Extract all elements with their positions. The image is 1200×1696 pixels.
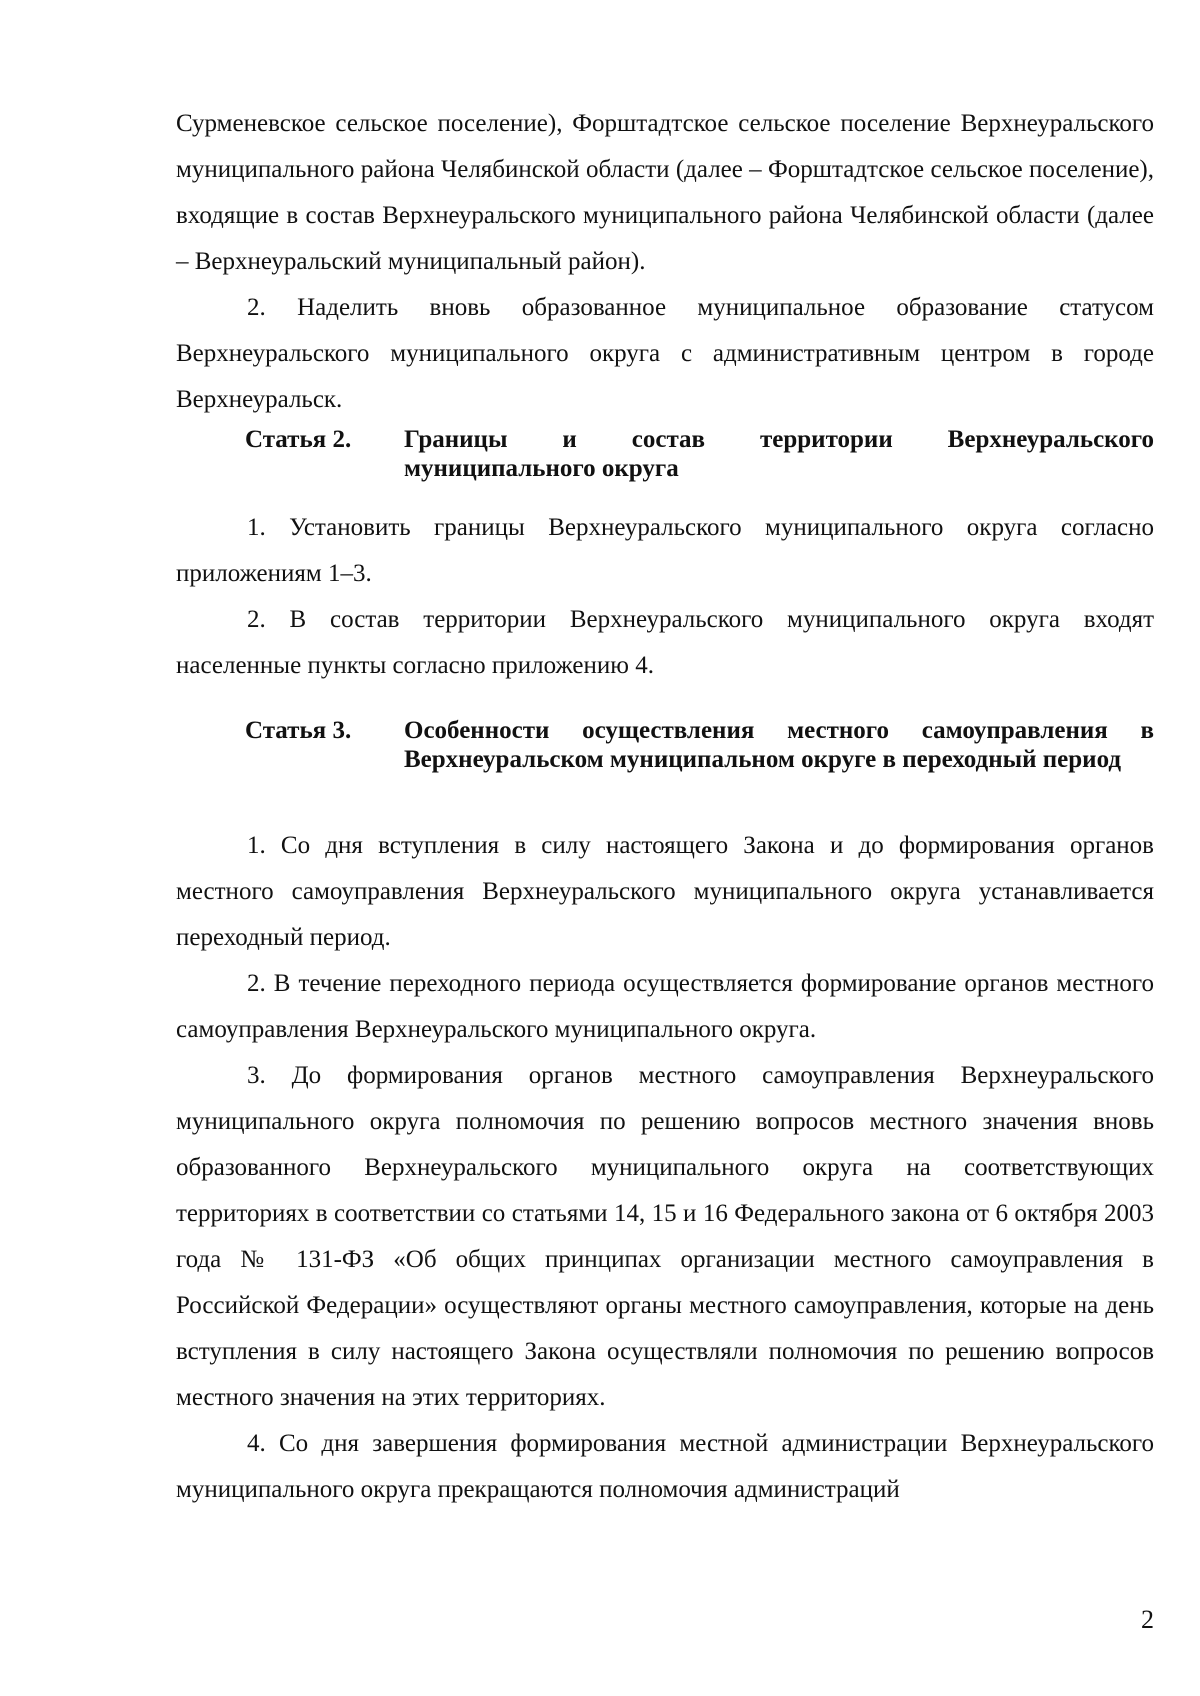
article-2-item-1: 1. Установить границы Верхнеуральского муниципального округа согласно приложениям 1–3.	[176, 514, 1154, 587]
article-2-label: Статья 2.	[245, 426, 352, 453]
article-3-heading	[245, 716, 1154, 774]
article-3-label: Статья 3.	[245, 717, 352, 744]
article-3-title: Особенности осуществления местного самоуправления в Верхнеуральском муниципальном округе в переходный период	[404, 717, 1154, 773]
article-3-body	[176, 823, 1154, 1513]
intro-paragraph: Сурменевское сельское поселение), Форштадтское сельское поселение Верхнеуральского муниципального района Челябинской области (далее – Форштадтское сельское поселение), входящие в состав Верхнеуральского муниципального района Челябинской области (далее – Верхнеуральский муниципальный район).	[176, 110, 1154, 275]
article-3-item-1: 1. Со дня вступления в силу настоящего Закона и до формирования органов местного самоуправления Верхнеуральского муниципального округа устанавливается переходный период.	[176, 832, 1154, 951]
article-2-heading	[245, 425, 1154, 483]
article-2-item-2: 2. В состав территории Верхнеуральского муниципального округа входят населенные пункты согласно приложению 4.	[176, 606, 1154, 679]
article-3-item-4: 4. Со дня завершения формирования местной администрации Верхнеуральского муниципального округа прекращаются полномочия администраций	[176, 1430, 1154, 1503]
article-2-title: Границы и состав территории Верхнеуральского муниципального округа	[404, 426, 1154, 482]
article1-item-2: 2. Наделить вновь образованное муниципальное образование статусом Верхнеуральского муниципального округа с административным центром в городе Верхнеуральск.	[176, 294, 1154, 413]
page-number: 2	[1141, 1605, 1154, 1634]
article-3-item-2: 2. В течение переходного периода осуществляется формирование органов местного самоуправления Верхнеуральского муниципального округа.	[176, 970, 1154, 1043]
article-2-body	[176, 505, 1154, 689]
article-3-item-3: 3. До формирования органов местного самоуправления Верхнеуральского муниципального округа полномочия по решению вопросов местного значения вновь образованного Верхнеуральского муниципального округа на соответствующих территориях в соответствии со статьями 14, 15 и 16 Федерального закона от 6 октября 2003 года № 131-ФЗ «Об общих принципах организации местного самоуправления в Российской Федерации» осуществляют органы местного самоуправления, которые на день вступления в силу настоящего Закона осуществляли полномочия по решению вопросов местного значения на этих территориях.	[176, 1062, 1154, 1411]
intro-block	[176, 101, 1154, 423]
